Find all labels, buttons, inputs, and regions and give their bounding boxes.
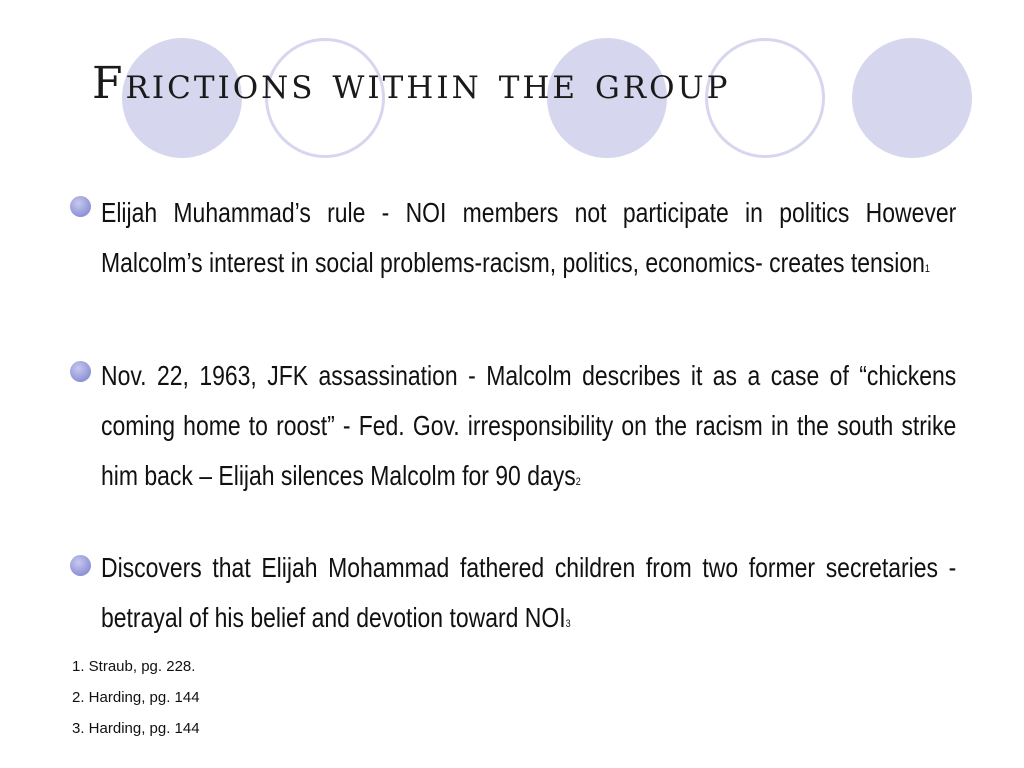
bullet-point-1 — [101, 188, 956, 294]
bullet-dot-icon — [70, 196, 91, 217]
footnote-1: 1. Straub, pg. 228. — [72, 658, 196, 675]
footnote-2: 2. Harding, pg. 144 — [72, 689, 200, 706]
bullet-point-2 — [101, 351, 956, 507]
slide-title: Frictions within the group — [92, 58, 731, 109]
footnote-ref: 1 — [924, 263, 930, 275]
bullet-point-3 — [101, 543, 956, 649]
footnote-ref: 2 — [575, 476, 581, 488]
bullet-text: Elijah Muhammad’s rule - NOI members not participate in politics However Malcolm’s interest in social problems-racism, politics, economics- creates tension — [101, 197, 957, 278]
bullet-text: Nov. 22, 1963, JFK assassination - Malcolm describes it as a case of “chickens coming home to roost” - Fed. Gov. irresponsibility on the racism in the south strike him back – Elijah silences Malcolm for 90 days — [101, 360, 957, 491]
bullet-dot-icon — [70, 361, 91, 382]
footnote-ref: 3 — [565, 618, 571, 630]
bullet-text: Discovers that Elijah Mohammad fathered children from two former secretaries - betrayal of his belief and devotion toward NOI — [101, 552, 957, 633]
footnote-3: 3. Harding, pg. 144 — [72, 720, 200, 737]
bullet-dot-icon — [70, 555, 91, 576]
